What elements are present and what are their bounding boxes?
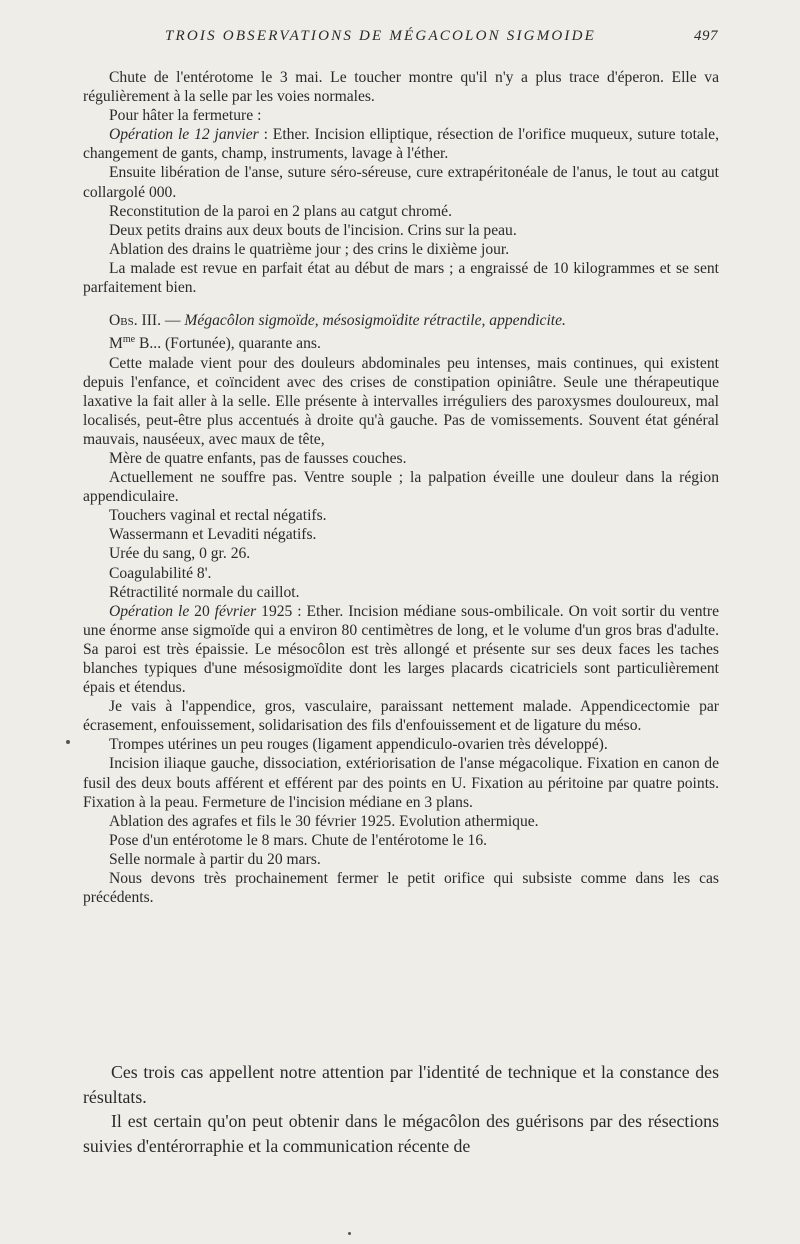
paragraph: Touchers vaginal et rectal négatifs. xyxy=(109,507,327,525)
observation-label: Obs. III. xyxy=(109,312,161,330)
bottom-speck xyxy=(348,1232,351,1235)
paragraph: Nous devons très prochainement fermer le petit orifice qui subsiste comme dans les cas précédents. xyxy=(83,870,719,907)
operation-text: 1925 : Ether. Incision médiane sous-ombilicale. On voit sortir du ventre une énorme anse sigmoïde qui a environ 80 centimètres de long, et le volume d'un gros bras d'adulte. Sa paroi est très épaissie. Le mésocôlon est très allongé et présente sur ses deux faces les taches blanches typiques d'une mésosigmoïdite dont les larges placards cicatriciels sont particulièrement épais et étendus. xyxy=(83,602,719,697)
paragraph: Deux petits drains aux deux bouts de l'incision. Crins sur la peau. xyxy=(109,221,517,239)
paragraph: Urée du sang, 0 gr. 26. xyxy=(109,545,251,563)
observation-text xyxy=(83,68,719,907)
paragraph: Ensuite libération de l'anse, suture séro-séreuse, cure extrapéritonéale de l'anus, le tout au catgut collargolé 000. xyxy=(83,164,719,201)
paragraph: Chute de l'entérotome le 3 mai. Le toucher montre qu'il n'y a plus trace d'éperon. Elle va régulièrement à la selle par les voies normales. xyxy=(83,69,719,106)
operation-date: Opération le 12 janvier xyxy=(109,126,259,144)
operation-text: : Ether. Incision elliptique, résection de l'orifice muqueux, suture totale, changement de gants, champ, instruments, lavage à l'éther. xyxy=(83,126,719,163)
conclusion-text xyxy=(83,1060,719,1158)
paragraph: Trompes utérines un peu rouges (ligament appendiculo-ovarien très développé). xyxy=(109,736,608,754)
paragraph xyxy=(83,125,719,163)
observation-heading xyxy=(83,311,719,330)
conclusion-paragraph: Ces trois cas appellent notre attention par l'identité de technique et la constance des résultats. xyxy=(83,1062,719,1107)
paragraph: Coagulabilité 8'. xyxy=(109,564,212,582)
paragraph: Incision iliaque gauche, dissociation, extériorisation de l'anse mégacolique. Fixation en canon de fusil des deux bouts afférent et efférent par des points en U. Fixation au péritoine par quatre points. Fixation à la peau. Fermeture de l'incision médiane en 3 plans. xyxy=(83,755,719,811)
operation-month: février xyxy=(214,602,257,620)
observation-title: Mégacôlon sigmoïde, mésosigmoïdite rétractile, appendicite. xyxy=(184,312,566,330)
paragraph: Actuellement ne souffre pas. Ventre souple ; la palpation éveille une douleur dans la région appendiculaire. xyxy=(83,469,719,506)
paragraph: Reconstitution de la paroi en 2 plans au catgut chromé. xyxy=(109,202,452,220)
title-prefix: M xyxy=(109,335,123,353)
running-title: TROIS OBSERVATIONS DE MÉGACOLON SIGMOIDE xyxy=(165,28,597,44)
paragraph: Mère de quatre enfants, pas de fausses couches. xyxy=(109,449,407,467)
paragraph: Ablation des drains le quatrième jour ; des crins le dixième jour. xyxy=(109,240,510,258)
paragraph xyxy=(83,602,719,697)
paragraph: Ablation des agrafes et fils le 30 février 1925. Evolution athermique. xyxy=(109,812,539,830)
margin-speck xyxy=(66,740,70,744)
paragraph: Pour hâter la fermeture : xyxy=(109,107,262,125)
operation-date: Opération le xyxy=(109,602,190,620)
paragraph: Selle normale à partir du 20 mars. xyxy=(109,850,321,868)
paragraph: Cette malade vient pour des douleurs abdominales peu intenses, mais continues, qui existent depuis l'enfance, et coïncident avec des crises de constipation opiniâtre. Seule une thérapeutique laxative la fait aller à la selle. Elle présente à intervalles irréguliers des paroxysmes douloureux, mal localisés, peut-être plus accentués à droite qu'à gauche. Pas de vomissements. Souvent état général mauvais, nauséeux, avec maux de tête, xyxy=(83,354,719,448)
heading-dash: — xyxy=(161,312,185,330)
title-superscript: me xyxy=(122,334,136,346)
paragraph: Je vais à l'appendice, gros, vasculaire, paraissant nettement malade. Appendicectomie par écrasement, enfouissement, solidarisation des fils d'enfouissement et de ligature du méso. xyxy=(83,698,719,735)
paragraph: Pose d'un entérotome le 8 mars. Chute de l'entérotome le 16. xyxy=(109,831,488,849)
page-number: 497 xyxy=(694,28,718,44)
patient-line xyxy=(83,330,719,353)
paragraph: La malade est revue en parfait état au début de mars ; a engraissé de 10 kilogrammes et se sent parfaitement bien. xyxy=(83,259,719,297)
paragraph: Wassermann et Levaditi négatifs. xyxy=(109,526,317,544)
patient-text: B... (Fortunée), quarante ans. xyxy=(135,335,321,353)
conclusion-paragraph: Il est certain qu'on peut obtenir dans le mégacôlon des guérisons par des résections suivies d'entérorraphie et la communication récente de xyxy=(83,1111,719,1156)
running-header xyxy=(0,28,800,50)
operation-day: 20 xyxy=(189,602,215,620)
paragraph: Rétractilité normale du caillot. xyxy=(109,583,300,601)
